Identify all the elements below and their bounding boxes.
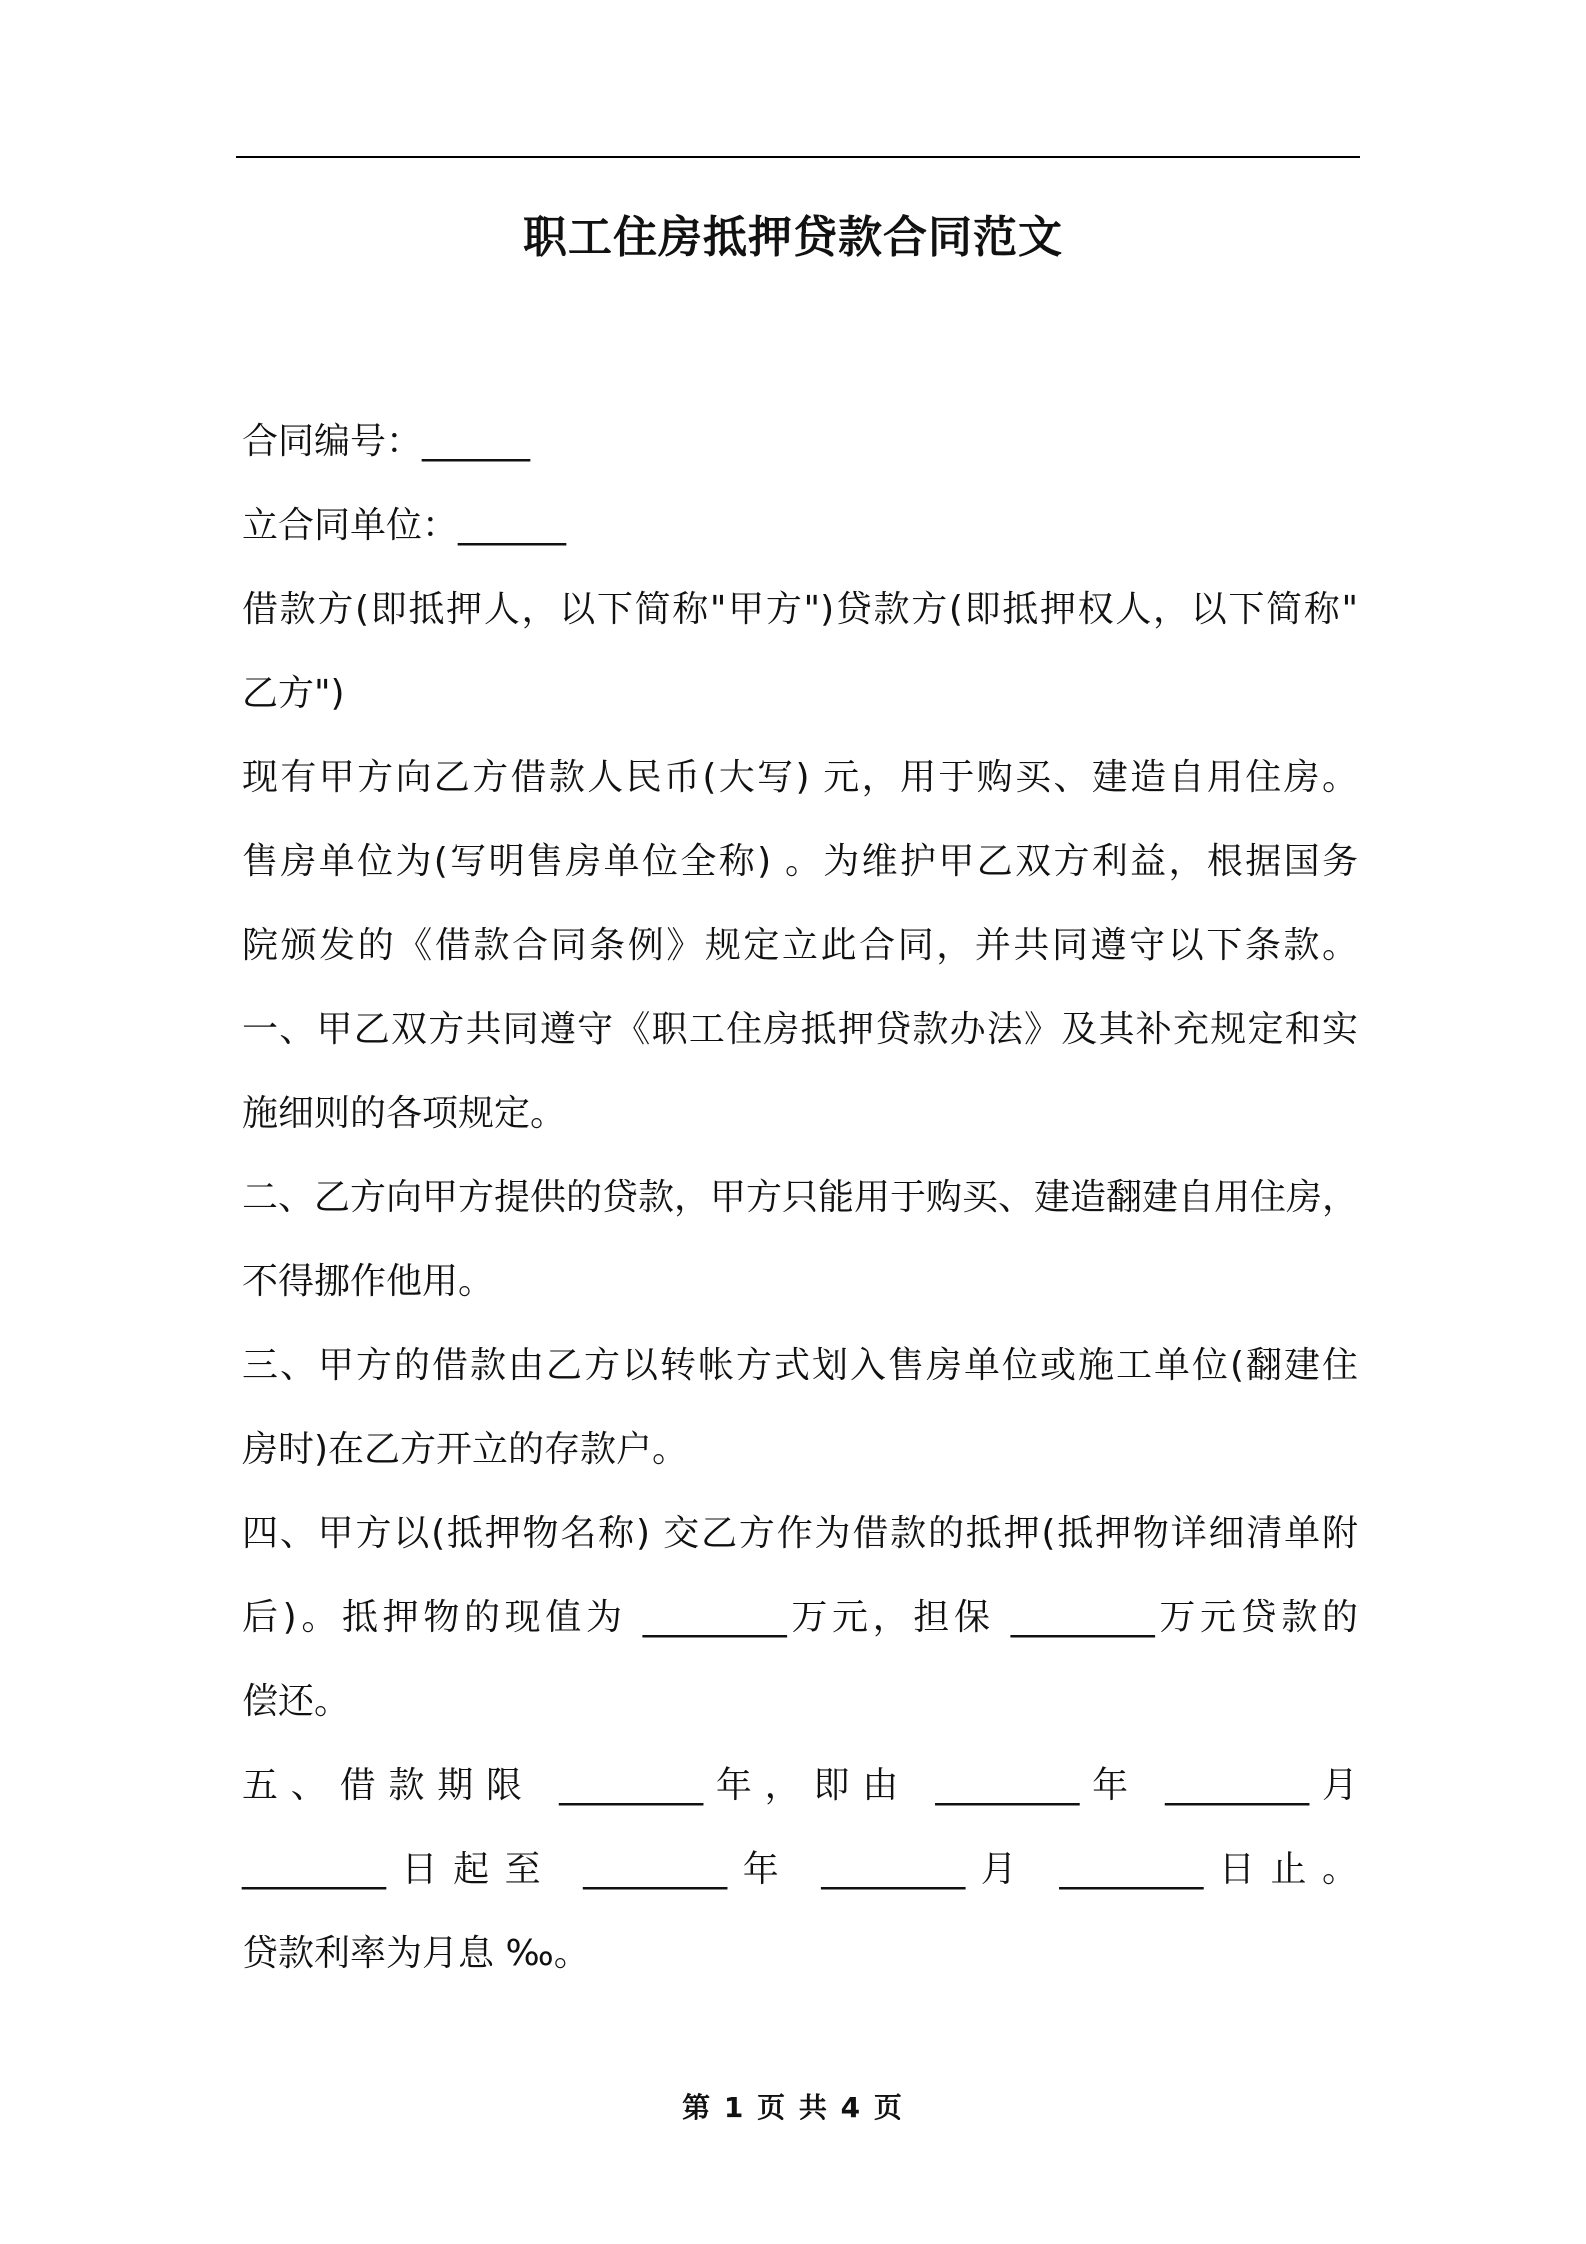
parties-line-1: 借款方(即抵押人，以下简称"甲方")贷款方(即抵押权人，以下简称" [242,589,1358,630]
clause-5-line-1: 五、借款期限 ________年，即由 ________年 ________月 [242,1765,1358,1806]
document-title: 职工住房抵押贷款合同范文 [523,212,1063,263]
intro-line-3: 院颁发的《借款合同条例》规定立此合同，并共同遵守以下条款。 [242,925,1358,966]
clause-4-line-3: 偿还。 [242,1681,351,1722]
contract-number-line: 合同编号：______ [242,421,531,462]
contract-party-line: 立合同单位：______ [242,505,567,546]
header-rule [236,156,1360,158]
clause-5-line-2: ________日起至 ________年 ________月 ________日止。 [242,1849,1358,1890]
clause-3-line-2: 房时)在乙方开立的存款户。 [242,1429,689,1470]
page-footer: 第 1 页 共 4 页 [682,2091,904,2124]
clause-1-line-2: 施细则的各项规定。 [242,1093,567,1134]
clause-2-line-2: 不得挪作他用。 [242,1261,495,1302]
clause-1-line-1: 一、甲乙双方共同遵守《职工住房抵押贷款办法》及其补充规定和实 [242,1009,1358,1050]
intro-line-2: 售房单位为(写明售房单位全称) 。为维护甲乙双方利益，根据国务 [242,841,1358,882]
parties-line-2: 乙方") [242,673,345,714]
clause-4-line-2: 后)。抵押物的现值为 ________万元，担保 ________万元贷款的 [242,1597,1358,1638]
clause-5-line-3: 贷款利率为月息 ‰。 [242,1933,590,1974]
clause-2-line-1: 二、乙方向甲方提供的贷款，甲方只能用于购买、建造翻建自用住房， [242,1177,1359,1218]
document-body [242,400,1358,1996]
clause-3-line-1: 三、甲方的借款由乙方以转帐方式划入售房单位或施工单位(翻建住 [242,1345,1358,1386]
intro-line-1: 现有甲方向乙方借款人民币(大写) 元，用于购买、建造自用住房。 [242,757,1358,798]
clause-4-line-1: 四、甲方以(抵押物名称) 交乙方作为借款的抵押(抵押物详细清单附 [242,1513,1358,1554]
